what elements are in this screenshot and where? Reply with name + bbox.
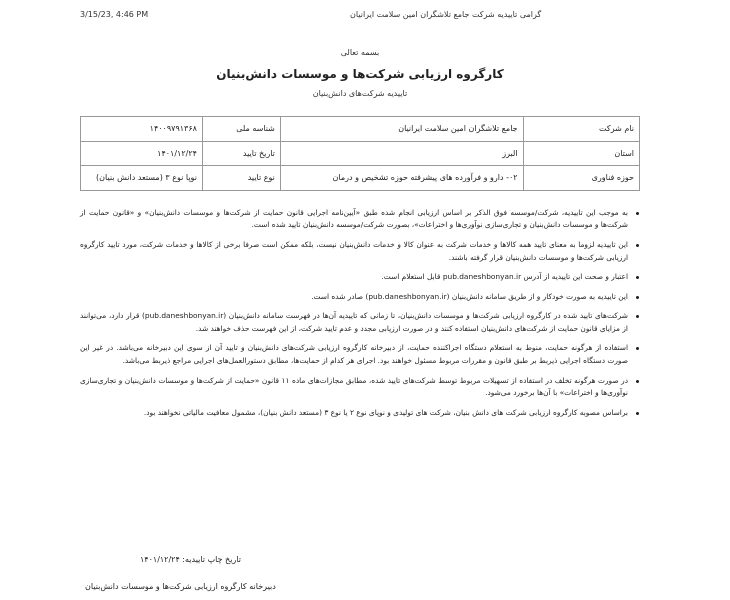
bullet-icon (636, 412, 639, 415)
bullet-icon (636, 315, 639, 318)
approval-type-value: نوپا نوع ۳ (مستعد دانش بنیان) (81, 166, 203, 191)
certificate-print-date: تاریخ چاپ تاییدیه: ۱۴۰۱/۱۲/۲۴ (140, 555, 241, 564)
bullet-icon (636, 212, 639, 215)
list-item (80, 342, 640, 367)
list-item (80, 291, 640, 304)
print-header (80, 10, 690, 24)
document-title: کارگروه ارزیابی شرکت‌ها و موسسات دانش‌بنیان (216, 67, 504, 81)
print-page-title: گرامی تاییدیه شرکت جامع تلاشگران امین سلامت ایرانیان (350, 10, 542, 19)
approval-date-label: تاریخ تایید (202, 141, 280, 166)
company-name-value: جامع تلاشگران امین سلامت ایرانیان (280, 117, 523, 142)
tech-field-value: ۰۲- دارو و فرآورده های پیشرفته حوزه تشخیص و درمان (280, 166, 523, 191)
bullet-icon (636, 380, 639, 383)
province-label: استان (523, 141, 639, 166)
table-row (81, 166, 640, 191)
list-item (80, 407, 640, 420)
bismillah-heading: بسمه تعالی (340, 48, 380, 57)
list-item-text: شرکت‌های تایید شده در کارگروه ارزیابی شرکت‌ها و موسسات دانش‌بنیان، تا زمانی که تاییدیه آن‌ها در فهرست سامانه دانش‌بنیان (pub.daneshbonyan.ir) قرار دارد، می‌توانند از مزایای قانون حمایت از شرکت‌های دانش‌بنیان استفاده کنند و در صورت ارزیابی مجدد و عدم تایید شرکت، از این فهرست حذف خواهند شد. (80, 311, 629, 333)
bullet-icon (636, 276, 639, 279)
table-row (81, 141, 640, 166)
tech-field-label: حوزه فناوری (523, 166, 639, 191)
company-name-label: نام شرکت (523, 117, 639, 142)
list-item (80, 239, 640, 264)
table-row (81, 117, 640, 142)
approval-type-label: نوع تایید (202, 166, 280, 191)
list-item (80, 207, 640, 232)
certificate-document (80, 40, 640, 426)
secretariat-signature: دبیرخانه کارگروه ارزیابی شرکت‌ها و موسسات دانش‌بنیان (85, 582, 276, 591)
list-item-text: براساس مصوبه کارگروه ارزیابی شرکت های دانش بنیان، شرکت های تولیدی و نوپای نوع ۲ یا نوع ۳ (مستعد دانش بنیان)، مشمول معافیت مالیاتی نخواهند بود. (143, 407, 628, 417)
print-date-time: 3/15/23, 4:46 PM (80, 10, 149, 19)
list-item-text: به موجب این تاییدیه، شرکت/موسسه فوق الذکر بر اساس ارزیابی انجام شده طبق «آیین‌نامه اجرایی قانون حمایت از شرکت‌ها و موسسات دانش‌بنیان» و «قانون حمایت از شرکت‌ها و موسسات دانش‌بنیان و تجاری‌سازی نوآوری‌ها و اختراعات»، بصورت شرکت/موسسه دانش‌بنیان تایید شده است. (80, 207, 628, 230)
bullet-icon (636, 296, 639, 299)
bullet-icon (636, 347, 639, 350)
list-item-text: این تاییدیه به صورت خودکار و از طریق سامانه دانش‌بنیان (pub.daneshbonyan.ir) صادر شده است. (311, 291, 628, 301)
list-item-text: اعتبار و صحت این تاییدیه از آدرس pub.daneshbonyan.ir قابل استعلام است. (381, 272, 628, 282)
national-id-value: ۱۴۰۰۹۷۹۱۳۶۸ (81, 117, 203, 142)
bullet-icon (636, 244, 639, 247)
document-subtitle: تاییدیه شرکت‌های دانش‌بنیان (312, 89, 408, 98)
terms-list (80, 207, 640, 420)
approval-date-value: ۱۴۰۱/۱۲/۲۴ (81, 141, 203, 166)
list-item (80, 271, 640, 284)
list-item (80, 375, 640, 400)
list-item-text: استفاده از هرگونه حمایت، منوط به استعلام دستگاه اجراکننده حمایت، از دبیرخانه کارگروه ارزیابی شرکت‌های دانش‌بنیان و تایید آن از سوی این دبیرخانه می‌باشد. در غیر این صورت دستگاه اجرایی ذیربط بر طبق قانون و مقررات مربوط مسئول خواهند بود. اجرای هر کدام از حمایت‌ها، مطابق دستورالعمل‌های اجرایی مراجع ذیربط می‌باشد. (80, 343, 628, 365)
province-value: البرز (280, 141, 523, 166)
company-info-table (80, 116, 640, 191)
list-item (80, 310, 640, 335)
list-item-text: در صورت هرگونه تخلف در استفاده از تسهیلات مربوط توسط شرکت‌های تایید شده، مطابق مجازات‌های ماده ۱۱ قانون «حمایت از شرکت‌ها و موسسات دانش‌بنیان و تجاری‌سازی نوآوری‌ها و اختراعات» با آن‌ها برخورد می‌شود. (80, 375, 629, 398)
national-id-label: شناسه ملی (202, 117, 280, 142)
list-item-text: این تاییدیه لزوما به معنای تایید همه کالاها و خدمات شرکت به عنوان کالا و خدمات دانش‌بنیان نیست، بلکه ممکن است صرفا برخی از کالاها و خدمات شرکت، مورد تایید کارگروه ارزیابی شرکت‌ها و موسسات دانش‌بنیان قرار گرفته باشند. (80, 239, 628, 262)
